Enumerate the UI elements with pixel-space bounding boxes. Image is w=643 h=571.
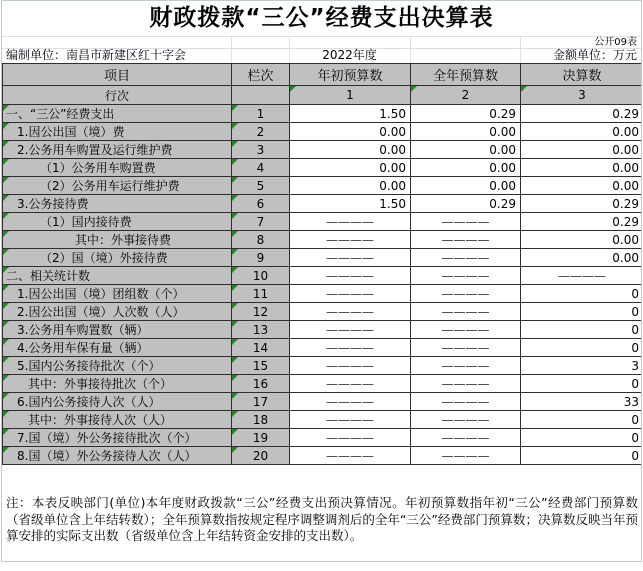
annual-budget-cell: ———— [411, 213, 521, 231]
line-number-cell: 2 [232, 123, 290, 141]
project-cell: （1）公务用车购置费 [3, 159, 232, 177]
error-indicator-icon [232, 195, 238, 201]
error-indicator-icon [3, 429, 9, 435]
annual-budget-cell: ———— [411, 249, 521, 267]
error-indicator-icon [3, 375, 9, 381]
error-indicator-icon [232, 339, 238, 345]
final-accounts-cell: 0 [521, 285, 643, 303]
final-accounts-cell: 0.29 [521, 195, 643, 213]
project-cell: 其中：外事接待人次（人） [3, 411, 232, 429]
prepared-by-label: 编制单位：南昌市新建区红十字会 [6, 48, 187, 62]
table-row [3, 123, 643, 141]
footnote: 注：本表反映部门(单位)本年度财政拨款“三公”经费支出预决算情况。年初预算数指年初“三公”经费部门预算数（省级单位含上年结转数）；全年预算数指按规定程序调整调剂后的全年“三公”经费部门预算数；决算数反映当年预算安排的实际支出数（省级单位含上年结转资金安排的支出数）。 [6, 495, 638, 543]
error-indicator-icon [232, 411, 238, 417]
initial-budget-cell: 0.00 [290, 159, 411, 177]
line-number-cell: 11 [232, 285, 290, 303]
project-cell: 2.因公出国（境）人次数（人） [3, 303, 232, 321]
final-accounts-cell: 0 [521, 447, 643, 465]
initial-budget-cell: 0.00 [290, 141, 411, 159]
error-indicator-icon [232, 357, 238, 363]
initial-budget-cell: 0.00 [290, 177, 411, 195]
line-number-cell: 13 [232, 321, 290, 339]
annual-budget-cell: 0.00 [411, 141, 521, 159]
table-row [3, 393, 643, 411]
error-indicator-icon [232, 429, 238, 435]
error-indicator-icon [3, 195, 9, 201]
faint-divider [520, 37, 521, 63]
final-accounts-cell: 0 [521, 321, 643, 339]
initial-budget-cell: ———— [290, 321, 411, 339]
error-indicator-icon [232, 159, 238, 165]
column-number-cell: 3 [521, 86, 643, 105]
fiscal-year-label: 2022年度 [322, 48, 377, 62]
annual-budget-cell: 0.00 [411, 123, 521, 141]
final-accounts-cell: 3 [521, 357, 643, 375]
line-number-cell: 17 [232, 393, 290, 411]
annual-budget-cell: ———— [411, 339, 521, 357]
final-accounts-cell: 0.29 [521, 213, 643, 231]
table-row [3, 141, 643, 159]
final-accounts-cell: 0.00 [521, 231, 643, 249]
table-row [3, 339, 643, 357]
table-row [3, 321, 643, 339]
final-accounts-cell: 0.00 [521, 249, 643, 267]
error-indicator-icon [232, 231, 238, 237]
final-accounts-cell: 0 [521, 411, 643, 429]
error-indicator-icon [3, 357, 9, 363]
initial-budget-cell: ———— [290, 375, 411, 393]
project-cell: 5.国内公务接待批次（个） [3, 357, 232, 375]
annual-budget-cell: ———— [411, 303, 521, 321]
error-indicator-icon [3, 393, 9, 399]
line-number-cell: 6 [232, 195, 290, 213]
project-cell: 一、“三公”经费支出 [3, 105, 232, 123]
line-number-cell: 10 [232, 267, 290, 285]
initial-budget-cell: 1.50 [290, 195, 411, 213]
annual-budget-cell: ———— [411, 321, 521, 339]
project-cell: 3.公务接待费 [3, 195, 232, 213]
line-number-cell: 18 [232, 411, 290, 429]
faint-divider [289, 37, 290, 63]
table-row [3, 159, 643, 177]
error-indicator-icon [290, 86, 296, 92]
error-indicator-icon [3, 411, 9, 417]
annual-budget-cell: ———— [411, 231, 521, 249]
table-row [3, 177, 643, 195]
error-indicator-icon [232, 267, 238, 273]
annual-budget-cell: 0.00 [411, 177, 521, 195]
col-header-initial-budget: 年初预算数 [290, 64, 411, 86]
error-indicator-icon [3, 177, 9, 183]
annual-budget-cell: 0.29 [411, 195, 521, 213]
annual-budget-cell: ———— [411, 357, 521, 375]
table-row [3, 231, 643, 249]
initial-budget-cell: ———— [290, 231, 411, 249]
final-accounts-cell: 0 [521, 339, 643, 357]
line-number-cell: 9 [232, 249, 290, 267]
annual-budget-cell: ———— [411, 285, 521, 303]
final-accounts-cell: ———— [521, 267, 643, 285]
project-cell: 2.公务用车购置及运行维护费 [3, 141, 232, 159]
amount-unit-label: 金额单位：万元 [552, 48, 637, 62]
initial-budget-cell: ———— [290, 339, 411, 357]
initial-budget-cell: 0.00 [290, 123, 411, 141]
table-row [3, 285, 643, 303]
table-row [3, 411, 643, 429]
final-accounts-cell: 0 [521, 303, 643, 321]
project-cell: 6.国内公务接待人次（人） [3, 393, 232, 411]
col-header-final-accounts: 决算数 [521, 64, 643, 86]
col-header-annual-budget: 全年预算数 [411, 64, 521, 86]
line-number-cell: 14 [232, 339, 290, 357]
expenses-table [2, 63, 642, 465]
table-row [3, 447, 643, 465]
final-accounts-cell: 0.29 [521, 105, 643, 123]
error-indicator-icon [3, 303, 9, 309]
initial-budget-cell: ———— [290, 429, 411, 447]
annual-budget-cell: ———— [411, 447, 521, 465]
header-row-1 [3, 64, 643, 86]
page-title: 财政拨款“三公”经费支出决算表 [2, 1, 641, 37]
error-indicator-icon [3, 159, 9, 165]
line-number-cell: 12 [232, 303, 290, 321]
initial-budget-cell: ———— [290, 357, 411, 375]
col-header-project: 项目 [3, 64, 232, 86]
line-number-cell: 5 [232, 177, 290, 195]
project-cell: 7.国（境）外公务接待批次（个） [3, 429, 232, 447]
annual-budget-cell: ———— [411, 411, 521, 429]
project-cell: 1.因公出国（境）团组数（个） [3, 285, 232, 303]
project-cell: 1.因公出国（境）费 [3, 123, 232, 141]
initial-budget-cell: ———— [290, 393, 411, 411]
error-indicator-icon [232, 375, 238, 381]
col-header-line-index: 栏次 [232, 64, 290, 86]
final-accounts-cell: 0.00 [521, 177, 643, 195]
line-number-cell: 19 [232, 429, 290, 447]
table-row [3, 357, 643, 375]
initial-budget-cell: 1.50 [290, 105, 411, 123]
error-indicator-icon [232, 393, 238, 399]
blank-cell [232, 86, 290, 105]
line-number-cell: 7 [232, 213, 290, 231]
annual-budget-cell: ———— [411, 267, 521, 285]
error-indicator-icon [3, 231, 9, 237]
project-cell: 8.国（境）外公务接待人次（人） [3, 447, 232, 465]
line-number-cell: 20 [232, 447, 290, 465]
row-index-label: 行次 [3, 86, 232, 105]
error-indicator-icon [232, 285, 238, 291]
table-body [3, 105, 643, 465]
error-indicator-icon [3, 339, 9, 345]
table-row [3, 105, 643, 123]
error-indicator-icon [3, 321, 9, 327]
project-cell: （2）公务用车运行维护费 [3, 177, 232, 195]
table-row [3, 267, 643, 285]
sheet-number-label: 公开09表 [2, 37, 641, 49]
error-indicator-icon [3, 141, 9, 147]
error-indicator-icon [232, 105, 238, 111]
final-accounts-cell: 33 [521, 393, 643, 411]
project-cell: 3.公务用车购置数（辆） [3, 321, 232, 339]
project-cell: 其中：外事接待批次（个） [3, 375, 232, 393]
error-indicator-icon [3, 267, 9, 273]
initial-budget-cell: ———— [290, 303, 411, 321]
table-row [3, 429, 643, 447]
line-number-cell: 1 [232, 105, 290, 123]
project-cell: 4.公务用车保有量（辆） [3, 339, 232, 357]
error-indicator-icon [3, 447, 9, 453]
initial-budget-cell: ———— [290, 213, 411, 231]
column-number-cell: 2 [411, 86, 521, 105]
error-indicator-icon [232, 213, 238, 219]
initial-budget-cell: ———— [290, 267, 411, 285]
annual-budget-cell: 0.00 [411, 159, 521, 177]
annual-budget-cell: ———— [411, 393, 521, 411]
line-number-cell: 16 [232, 375, 290, 393]
error-indicator-icon [232, 321, 238, 327]
line-number-cell: 3 [232, 141, 290, 159]
annual-budget-cell: 0.29 [411, 105, 521, 123]
error-indicator-icon [232, 177, 238, 183]
annual-budget-cell: ———— [411, 429, 521, 447]
project-cell: 其中：外事接待费 [3, 231, 232, 249]
error-indicator-icon [232, 141, 238, 147]
table-row [3, 213, 643, 231]
error-indicator-icon [521, 86, 527, 92]
faint-divider [410, 37, 411, 63]
final-accounts-cell: 0 [521, 429, 643, 447]
statement-sheet [1, 0, 642, 562]
final-accounts-cell: 0.00 [521, 123, 643, 141]
error-indicator-icon [3, 123, 9, 129]
project-cell: （1）国内接待费 [3, 213, 232, 231]
error-indicator-icon [411, 86, 417, 92]
initial-budget-cell: ———— [290, 411, 411, 429]
error-indicator-icon [232, 123, 238, 129]
faint-divider [231, 37, 232, 63]
final-accounts-cell: 0.00 [521, 159, 643, 177]
line-number-cell: 15 [232, 357, 290, 375]
initial-budget-cell: ———— [290, 249, 411, 267]
table-row [3, 303, 643, 321]
final-accounts-cell: 0 [521, 375, 643, 393]
error-indicator-icon [3, 105, 9, 111]
project-cell: 二、相关统计数 [3, 267, 232, 285]
initial-budget-cell: ———— [290, 447, 411, 465]
error-indicator-icon [232, 447, 238, 453]
error-indicator-icon [232, 249, 238, 255]
initial-budget-cell: ———— [290, 285, 411, 303]
meta-row [2, 49, 641, 62]
column-number-cell: 1 [290, 86, 411, 105]
final-accounts-cell: 0.00 [521, 141, 643, 159]
error-indicator-icon [3, 249, 9, 255]
line-number-cell: 4 [232, 159, 290, 177]
table-row [3, 249, 643, 267]
table-row [3, 375, 643, 393]
header-row-2 [3, 86, 643, 105]
project-cell: （2）国（境）外接待费 [3, 249, 232, 267]
error-indicator-icon [3, 285, 9, 291]
annual-budget-cell: ———— [411, 375, 521, 393]
line-number-cell: 8 [232, 231, 290, 249]
error-indicator-icon [3, 213, 9, 219]
table-row [3, 195, 643, 213]
error-indicator-icon [232, 303, 238, 309]
